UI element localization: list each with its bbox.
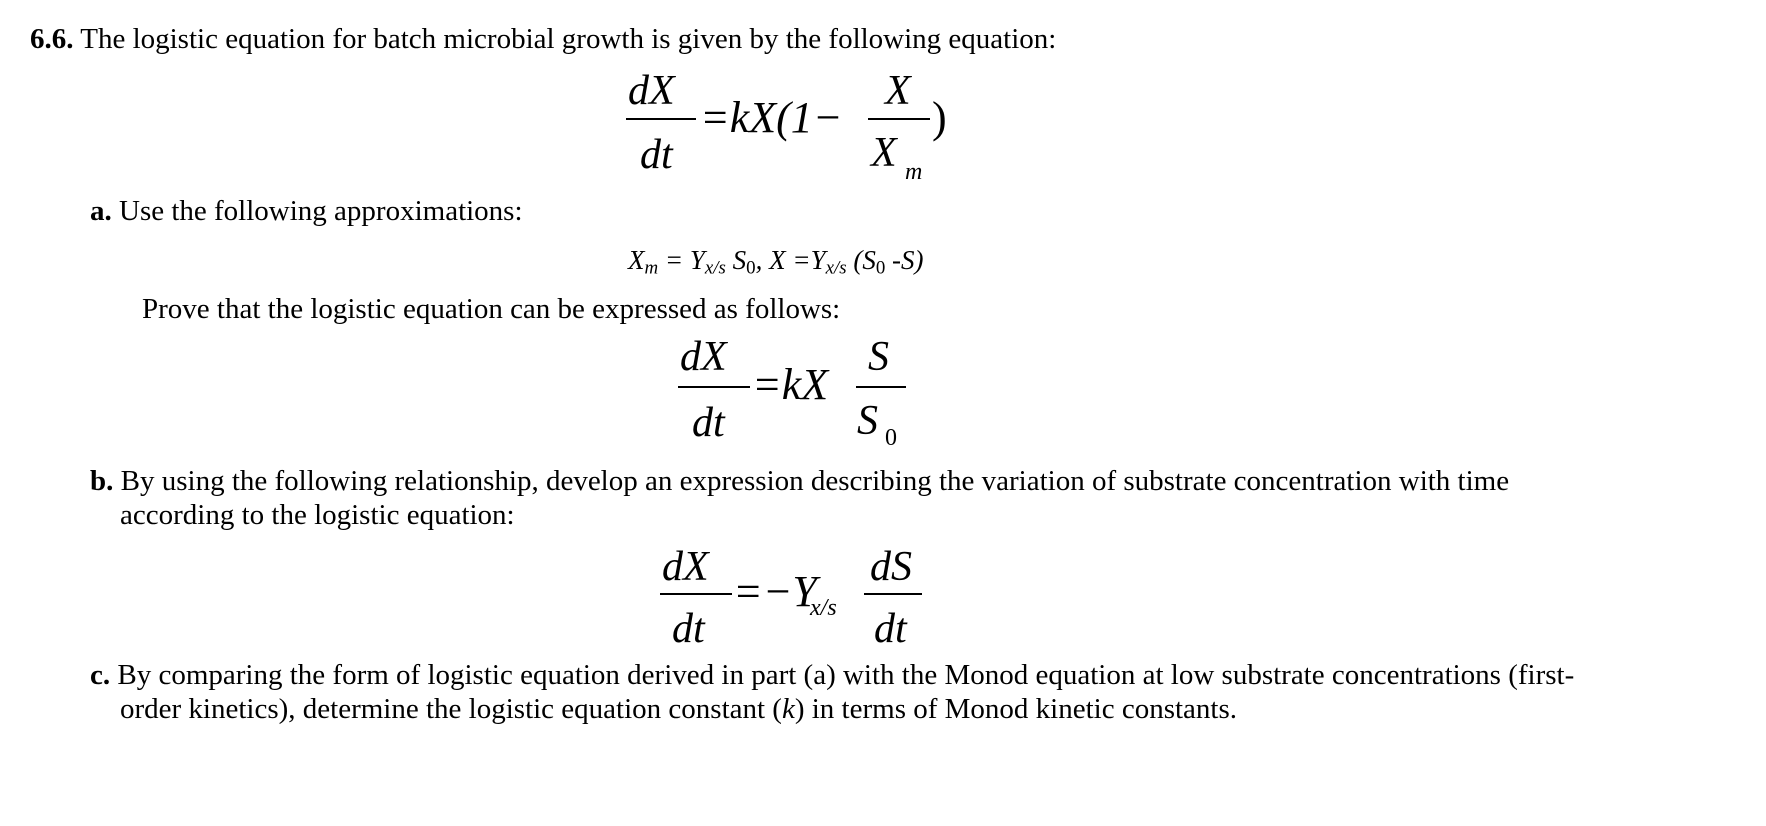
problem-heading [30,22,1056,56]
part-a-text: Use the following approximations: [119,195,523,227]
eq3-rhs-sub: x/s [810,595,837,621]
eq2-numerator: dX [680,334,727,380]
eq2-rhs: =kX [752,360,829,409]
part-c-line2: order kinetics), determine the logistic equation constant (k) in terms of Monod kinetic constants. [120,693,1238,725]
eq1-inner-bar [868,118,930,120]
part-b-line1 [90,464,1509,498]
eq2-inner-denominator: S [857,398,878,444]
eq2-inner-denominator-sub: 0 [885,425,897,451]
eq3-inner-bar [864,593,922,595]
part-a-prove: Prove that the logistic equation can be expressed as follows: [142,293,841,325]
eq2-denominator: dt [692,400,725,446]
part-c-text1: By comparing the form of logistic equation derived in part (a) with the Monod equation at low substrate concentrations (first- [117,659,1575,691]
eq1-denominator: dt [640,132,673,178]
problem-intro: The logistic equation for batch microbial growth is given by the following equation: [80,23,1057,55]
eq3-rhs: =−Y [733,567,817,616]
eq3-fraction-bar [660,593,732,595]
part-c-label: c. [90,659,111,691]
part-a-line [90,194,523,228]
eq1-inner-denominator-sub: m [905,159,923,185]
eq3-inner-numerator: dS [870,544,912,590]
eq1-inner-denominator: X [871,130,897,176]
eq1-rhs: =kX(1− [700,93,843,142]
eq1-numerator: dX [628,68,675,114]
part-b-line2: according to the logistic equation: [120,499,515,531]
eq3-inner-denominator: dt [874,606,907,652]
approximations-equation: $X_m = Y_{x/s}$ $S_0$, $X =Y_{x/s}$ ($S_0$ -S) [628,245,924,279]
eq2-fraction-bar [678,386,750,388]
eq3-denominator: dt [672,606,705,652]
part-a-label: a. [90,195,112,227]
eq1-close-paren: ) [932,93,947,142]
eq3-numerator: dX [662,544,709,590]
eq2-inner-bar [856,386,906,388]
problem-number: 6.6. [30,23,74,55]
part-b-text1: By using the following relationship, develop an expression describing the variation of substrate concentration with time [120,465,1510,497]
part-b-label: b. [90,465,114,497]
eq1-fraction-bar [626,118,696,120]
eq2-inner-numerator: S [868,334,889,380]
eq1-inner-numerator: X [885,68,911,114]
part-c-line1 [90,658,1574,692]
